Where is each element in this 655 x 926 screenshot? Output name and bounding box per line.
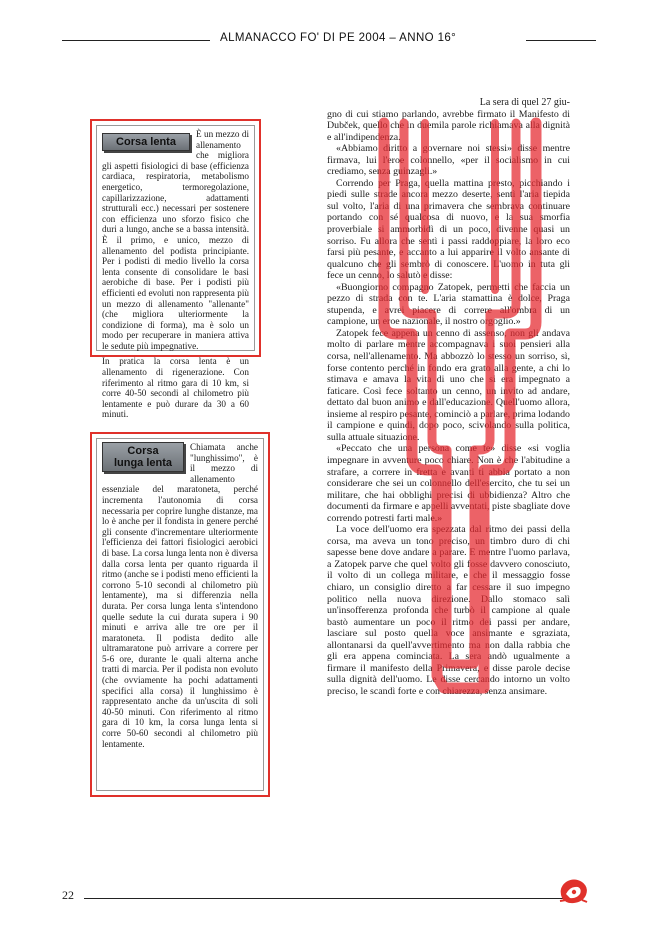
corsa-lunga-lenta-badge [102,442,184,472]
article-paragraph: Zatopek fece appena un cenno di assenso, non gli andava molto di parlare mentre accompagnava i suoi pensieri alla corsa, nell'allenamento. Ma abbozzò lo stesso un sorriso, sì, forse contento perché in fondo era grato alla gente, a chi lo stimava e amava la vita di uno che si era impegnato a faticare. Così fece soltanto un cenno, un invito ad andare, dettato dal buon animo e dall'educazione. Quell'uomo allora, insieme al respiro pesante, cominciò a parlare, prima lodando il campione e quindi, dopo poco, scivolando sulla politica, sulla attuale situazione. [327,327,570,443]
page-footer [62,888,582,908]
sidebar-box-corsa-lunga-lenta [90,432,270,797]
article-column [327,97,570,697]
header-title: ALMANACCO FO' DI PE 2004 – ANNO 16° [220,32,457,44]
box1-paragraph: In pratica la corsa lenta è un allenamento di rigenerazione. Con riferimento al ritmo gara di 10 km, si corre 40-50 secondi al chilometro più lentamente e può durare da 30 a 60 minuti. [102,356,249,420]
badge-line-1: Corsa [127,445,159,457]
box1-paragraph: È un mezzo di allenamento che migliora gli aspetti fisiologici di base (efficienza cardiaca, respiratoria, metabolismo energetico, termoregolazione, capillarizzazione, adattamenti strutturali ecc.) necessari per sostenere con efficienza uno sforzo fisico che duri a lungo, anche se a bassa intensità. È il primo, e unico, mezzo di allenamento del podista principiante. Per i podisti di medio livello la corsa lenta consente di consolidare le basi aerobiche di base. Per i podisti più efficienti ed evoluti non rappresenta più un mezzo di allenamento "allenante" (che migliora ulteriormente la condizione di forma), ma è solo un modo per recuperare in maniera attiva le sedute più impegnative. [102,129,249,351]
article-lead-line: La sera di quel 27 giu- [479,97,570,108]
article-paragraph: «Abbiamo diritto a governare noi stessi» disse mentre firmava, lui l'eroe colonnello, «per il socialismo in cui crediamo, senza guinzagli.» [327,143,570,178]
article-paragraph: «Buongiorno compagno Zatopek, permetti che faccia un pezzo di strada con te. L'aria stamattina è dolce, Praga stupenda, e avrei piacere di correre all'ombra di un campione, un eroe nazionale, il nostro orgoglio.» [327,281,570,328]
article-paragraph: La voce dell'uomo era spezzata dal ritmo dei passi della corsa, ma aveva un tono preciso, un timbro duro di chi sapesse bene dove andare a parare. E mentre l'uomo parlava, a Zatopek parve che quel volto gli fosse davvero conosciuto, il volto di un collega militare, e che il messaggio fosse chiaro, un consiglio diretto a far cessare il suo impegno politico nella nuova direzione. Dallo stomaco salì un'insofferenza profonda che turbò il campione al quale bastò aumentare un poco il ritmo dei passi per andare, lasciare sul posto quella voce ansimante e sgraziata, allontanarsi da quell'avvertimento ma non dalla rabbia che gli era appena cominciata. La sera andò ugualmente a firmare il manifesto della Primavera, e disse parole decise sulla dignità dell'uomo. Le disse cercando intorno un volto preciso, le scandì forte e con chiarezza, senza ansimare. [327,524,570,697]
page-number: 22 [62,888,74,902]
article-paragraph: «Peccato che una persona come te» disse «si voglia impegnare in avventure poco chiare. Non è che l'abitudine a strafare, a correre in fretta e avanti ti abbia portato a non considerare che sei un colonnello dell'esercito, che tu sei un militare, che hai obblighi precisi di ubbidienza? Altro che documenti da firmare e appelli avventati, piste sbagliate dove correndo potresti farti male.» [327,443,570,524]
article-paragraph: gno di cui stiamo parlando, avrebbe firmato il Manifesto di Dubček, quello che in duemila parole richiamava alla dignità e all'indipendenza. [327,108,570,143]
badge-line-2: lunga lenta [113,457,173,469]
corsa-lenta-badge: Corsa lenta [102,133,190,151]
box2-paragraph: Chiamata anche "lunghissimo", è il mezzo di allenamento essenziale del maratoneta, perché incrementa l'autonomia di corsa necessaria per coprire lunghe distanze, ma lo è anche per il fondista in genere perché gli consente d'incrementare ulteriormente l'efficienza dei fattori fisiologici aerobici di base. La corsa lunga lenta non è diversa dalla corsa lenta per quanto riguarda il ritmo (anche se i podisti meno efficienti la corrono 5-10 secondi al chilometro più lentamente), ma si differenzia nella durata. Per corsa lunga lenta s'intendono quelle sedute la cui durata supera i 90 minuti e arriva alle tre ore per il maratoneta. Il podista dedito alle ultramaratone può arrivare a correre per 5-6 ore, durante le quali alterna anche tratti di marcia. Per il podista non evoluto (che ovviamente ha pochi adattamenti specifici alla corsa) il lunghissimo è rappresentato anche da un'uscita di soli 40-50 minuti. Con riferimento al ritmo gara di 10 km, la corsa lunga lenta si corre 50-60 secondi al chilometro più lentamente. [102,442,258,749]
header-rule-right [526,40,596,41]
publisher-logo-icon [556,876,590,906]
footer-rule [84,898,570,899]
running-header [62,30,596,50]
header-rule-left [62,40,210,41]
article-paragraph: Correndo per Praga, quella mattina presto, picchiando i piedi sulle strade ancora mezzo deserte, sentì l'aria tiepida sul volto, l'aria di una primavera che sembrava continuare portando con sé qualcosa di nuovo, e la sua smorfia proverbiale si ammorbidì di un poco, divenne quasi un sorriso. Fu allora che sentì i passi raddoppiare, la loro eco farsi più pesante, e accanto a lui apparire il volto ansante di qualcuno che gli sembrò di conoscere. L'uomo in tuta gli fece un cenno, lo salutò e disse: [327,177,570,282]
sidebar-box-corsa-lenta [90,119,261,420]
